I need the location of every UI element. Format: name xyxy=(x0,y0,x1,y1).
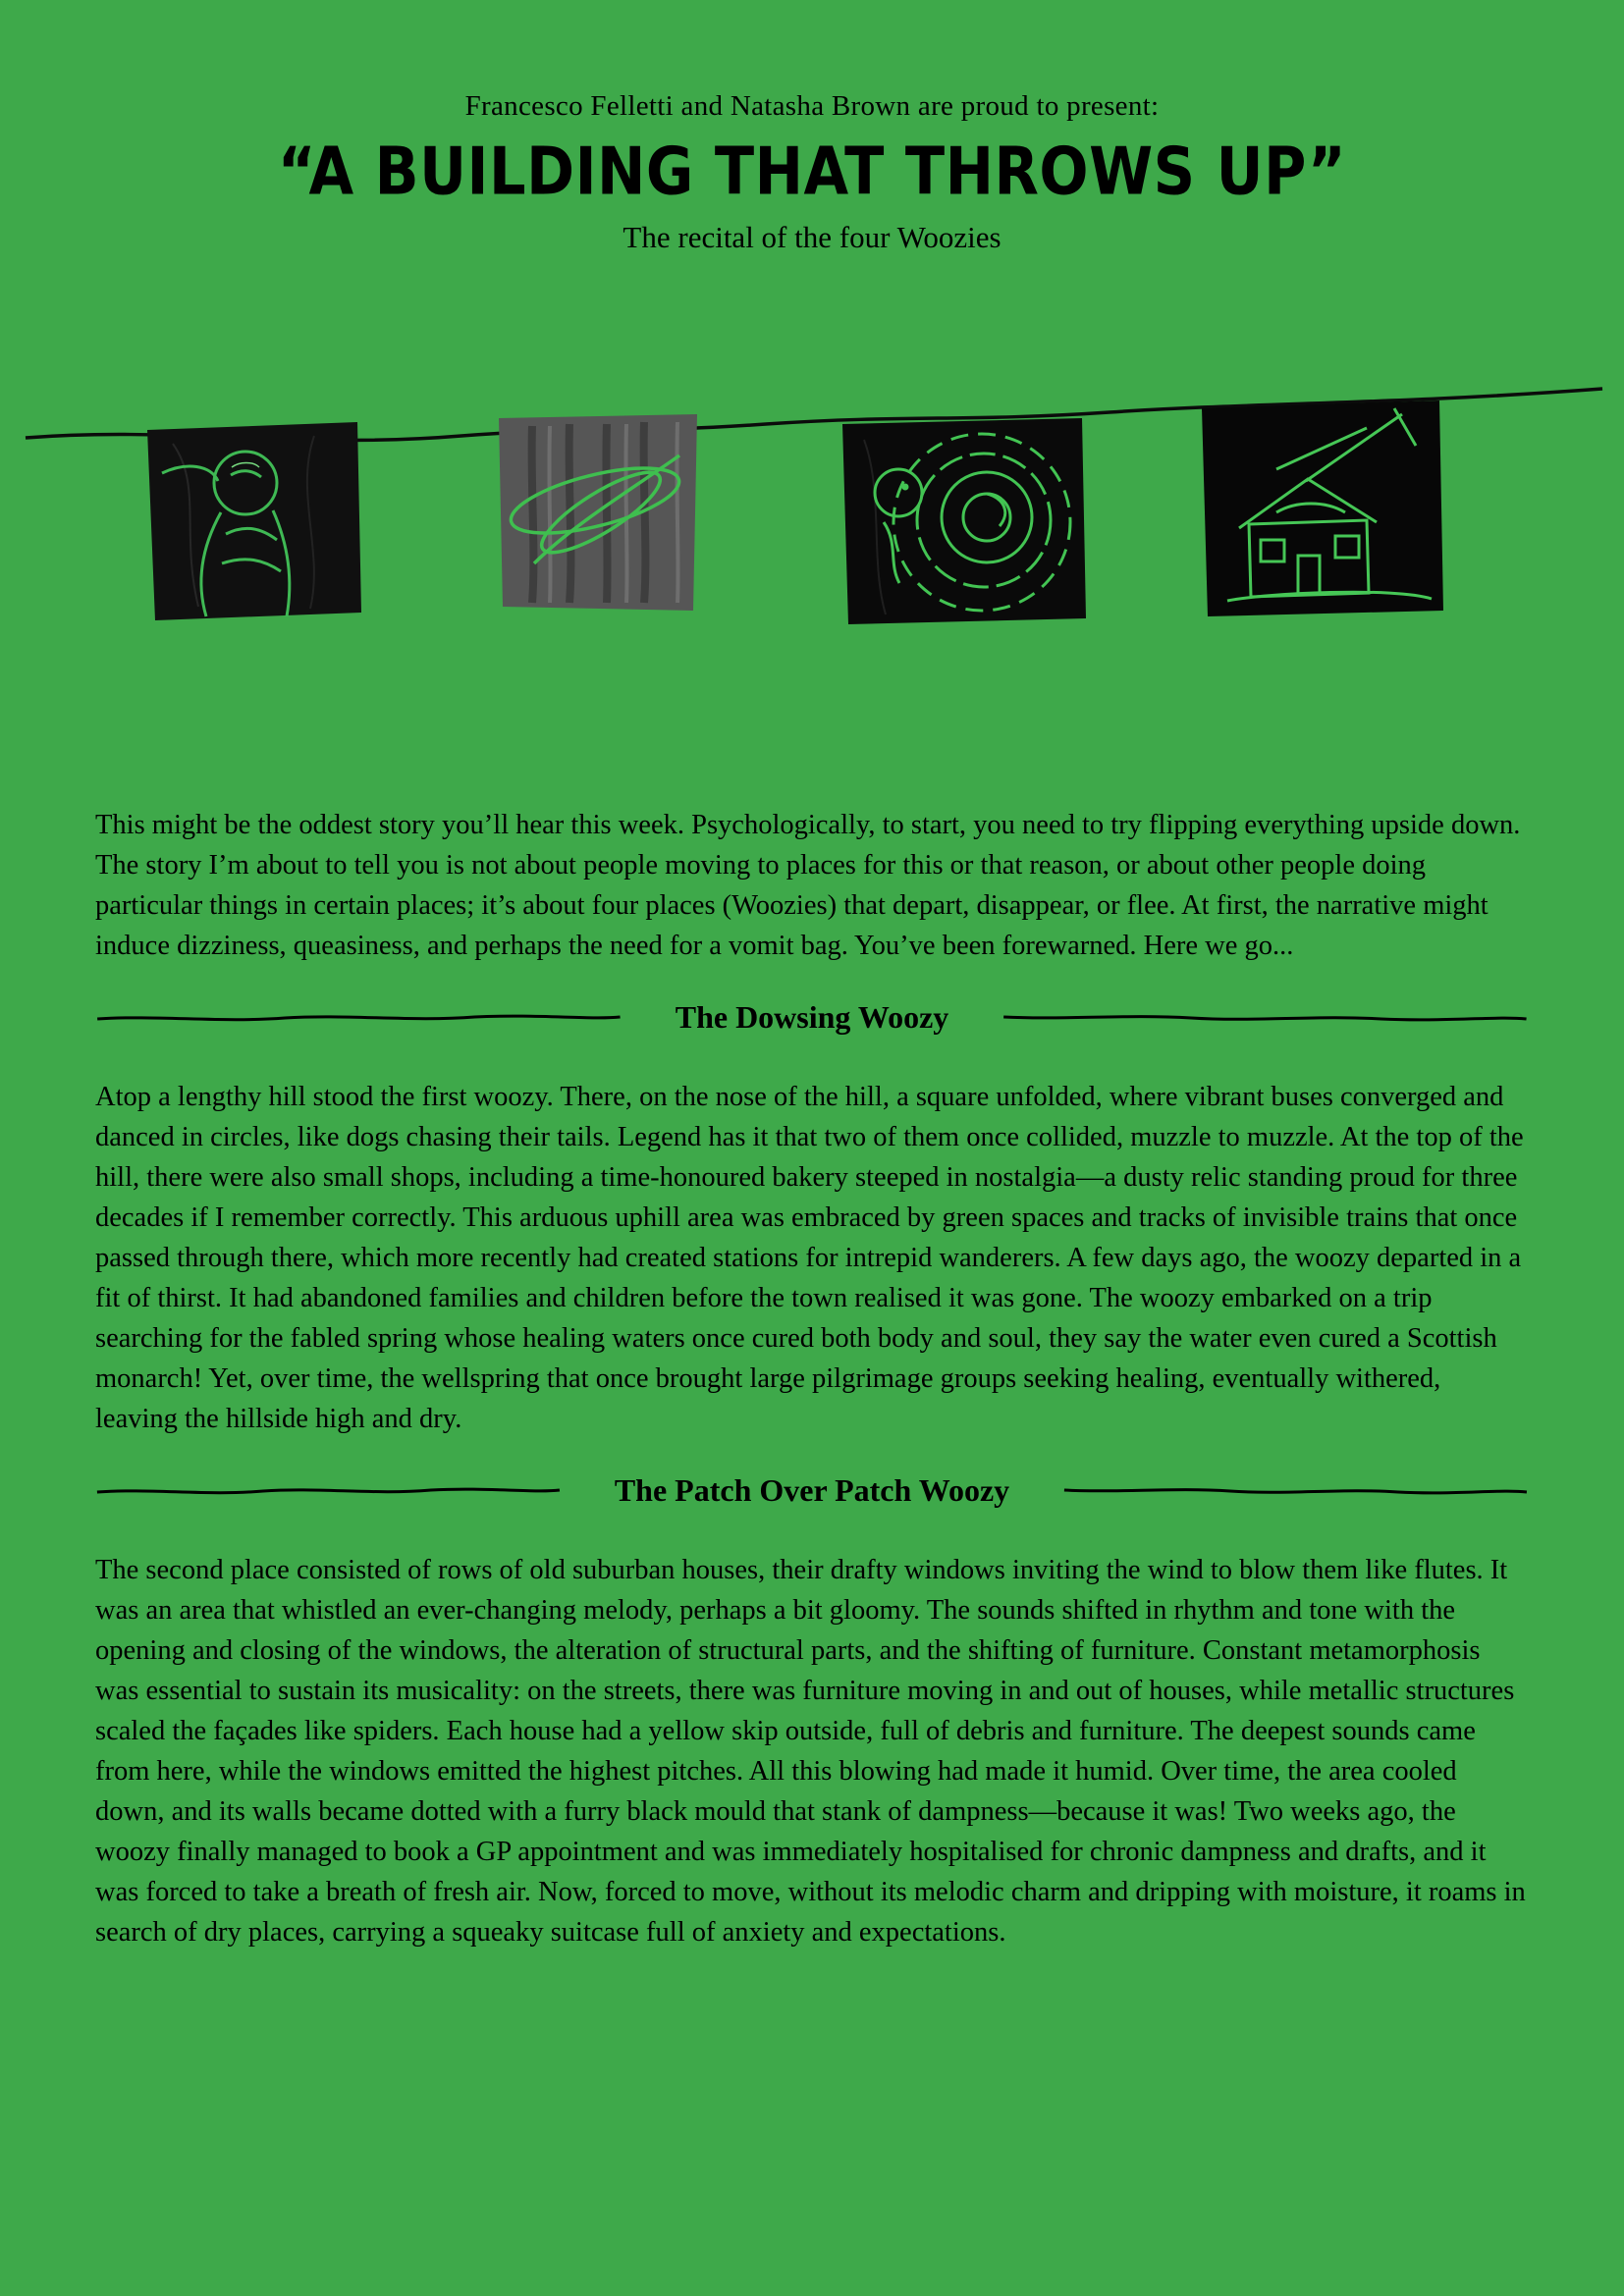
heading-line-left xyxy=(95,1484,562,1498)
scribble-flag xyxy=(499,414,697,611)
house-flag xyxy=(1202,400,1443,616)
page-title: “A BUILDING THAT THROWS UP” xyxy=(277,133,1347,210)
page-subtitle: The recital of the four Woozies xyxy=(623,220,1001,254)
spiral-flag xyxy=(842,418,1086,624)
section-heading-row-dowsing xyxy=(95,999,1529,1036)
story-content xyxy=(0,805,1624,1952)
section-body: The second place consisted of rows of old suburban houses, their drafty windows inviting the wind to blow them like flutes. It was an area that whistled an ever-changing melody, perhaps a bit gloomy. The sounds shifted in rhythm and tone with the opening and closing of the windows, the alteration of structural parts, and the shifting of furniture. Constant metamorphosis was essential to sustain its musicality: on the streets, there was furniture moving in and out of houses, while metallic structures scaled the façades like spiders. Each house had a yellow skip outside, full of debris and furniture. The deepest sounds came from here, while the windows emitted the highest pitches. All this blowing had made it humid. Over time, the area cooled down, and its walls became dotted with a furry black mould that stank of dampness—because it was! Two weeks ago, the woozy finally managed to book a GP appointment and was immediately hospitalised for chronic dampness and drafts, and it was forced to take a breath of fresh air. Now, forced to move, without its melodic charm and dripping with moisture, it roams in search of dry places, carrying a squeaky suitcase full of anxiety and expectations. xyxy=(95,1555,1526,1948)
section-heading-row-patch xyxy=(95,1472,1529,1509)
heading-line-left xyxy=(95,1011,623,1025)
heading-line-right xyxy=(1062,1484,1529,1498)
header xyxy=(0,0,1624,255)
intro-paragraph: This might be the oddest story you’ll hear this week. Psychologically, to start, you need to try flipping everything upside down. The story I’m about to tell you is not about people moving to places for this or that reason, or about other people doing particular things in certain places; it’s about four places (Woozies) that depart, disappear, or flee. At first, the narrative might induce dizziness, queasiness, and perhaps the need for a vomit bag. You’ve been forewarned. Here we go... xyxy=(95,810,1521,961)
section-heading: The Dowsing Woozy xyxy=(675,999,949,1035)
figure-flag xyxy=(147,422,361,620)
section-body: Atop a lengthy hill stood the first woozy. There, on the nose of the hill, a square unfolded, where vibrant buses converged and danced in circles, like dogs chasing their tails. Legend has it that two of them once collided, muzzle to muzzle. At the top of the hill, there were also small shops, including a time-honoured bakery steeped in nostalgia—a dusty relic standing proud for three decades if I remember correctly. This arduous uphill area was embraced by green spaces and tracks of invisible trains that once passed through there, which more recently had created stations for intrepid wanderers. A few days ago, the woozy departed in a fit of thirst. It had abandoned families and children before the town realised it was gone. The woozy embarked on a trip searching for the fabled spring whose healing waters once cured both body and soul, they say the water even cured a Scottish monarch! Yet, over time, the wellspring that once brought large pilgrimage groups seeking healing, eventually withered, leaving the hillside high and dry. xyxy=(95,1082,1524,1434)
flags-banner xyxy=(0,375,1624,669)
section-heading: The Patch Over Patch Woozy xyxy=(614,1472,1010,1508)
presenter-line: Francesco Felletti and Natasha Brown are proud to present: xyxy=(464,90,1160,122)
heading-line-right xyxy=(1001,1011,1529,1025)
